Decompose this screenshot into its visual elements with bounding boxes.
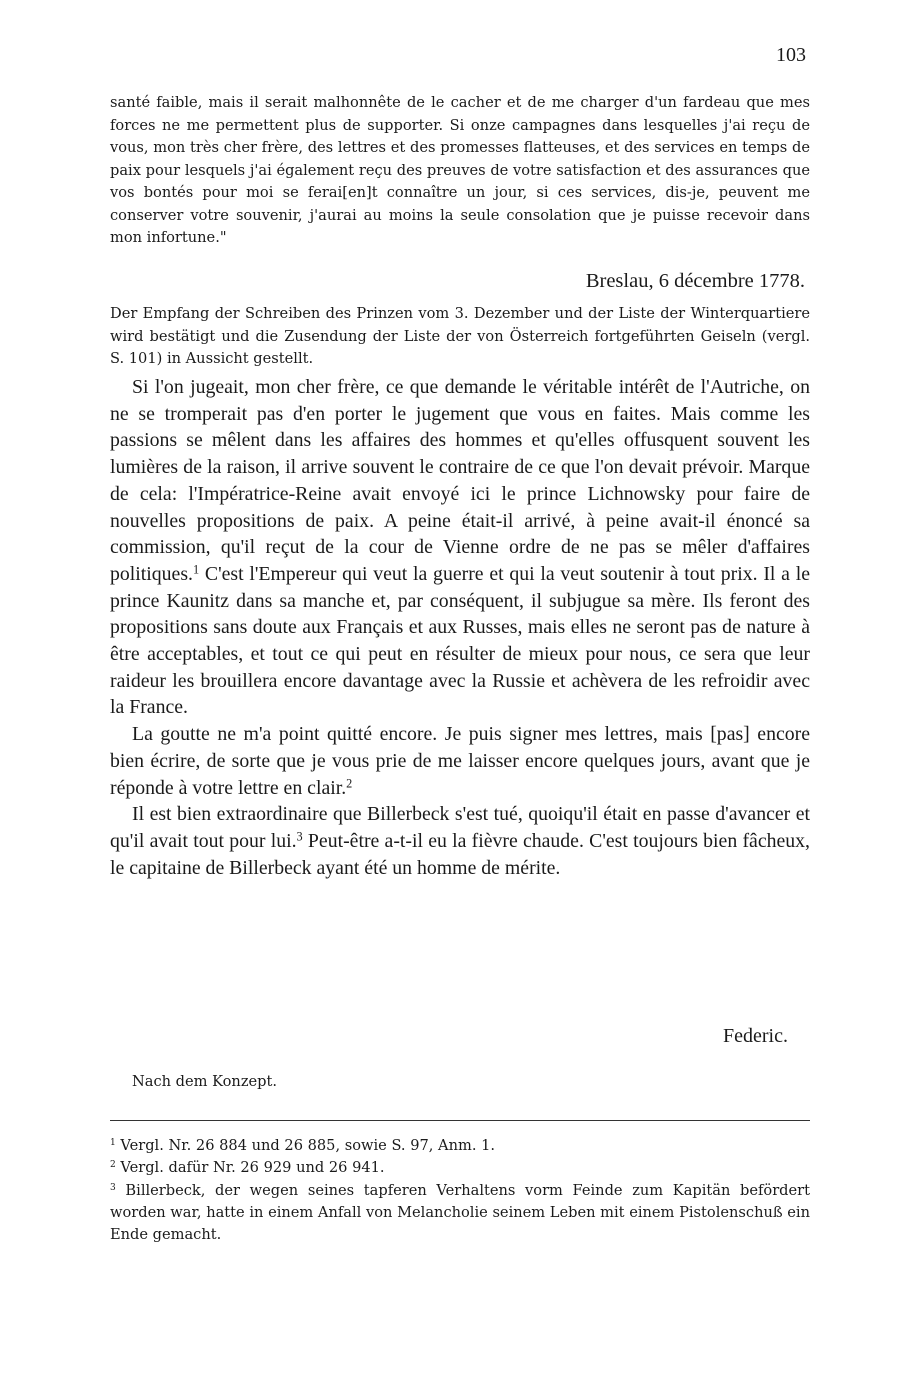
letter-paragraph (110, 721, 810, 801)
footnote-text: Vergl. Nr. 26 884 und 26 885, sowie S. 97, Anm. 1. (115, 1137, 496, 1154)
letter-text: Il est bien extraordinaire que Billerbeck s'est tué, quoiqu'il était en passe d'avancer et qu'il avait tout pour lui. (110, 803, 810, 852)
letter-text: Si l'on jugeait, mon cher frère, ce que demande le véritable intérêt de l'Autriche, on ne se tromperait pas d'en porter le jugement que vous en faites. Mais comme les passions se mêlent dans les affaires des hommes et qu'elles offusquent souvent les lumières de la raison, il arrive souvent le contraire de ce que l'on devait prévoir. Marque de cela: l'Impératrice-Reine avait envoyé ici le prince Lichnowsky pour faire de nouvelles propositions de paix. A peine était-il arrivé, à peine avait-il énoncé sa commission, qu'il reçut de la cour de Vienne ordre de ne pas se mêler d'affaires politiques. (110, 376, 810, 585)
footnote-ref: 2 (346, 775, 353, 790)
footnote (110, 1180, 810, 1247)
footnote-ref: 3 (296, 829, 303, 844)
letter-text: C'est l'Empereur qui veut la guerre et qui la veut soutenir à tout prix. Il a le prince Kaunitz dans sa manche et, par conséquent, il subjugue sa mère. Ils feront des propositions sans doute aux Français et aux Russes, mais elles ne seront pas de nature à être acceptables, et tout ce qui peut en résulter de mieux pour nous, ce sera que leur raideur les brouillera encore davantage avec la Russie et achèvera de les refroidir avec la France. (110, 562, 810, 719)
footnote-marker: 3 (110, 1182, 116, 1193)
footnote (110, 1157, 810, 1179)
footnote-marker: 1 (110, 1138, 116, 1149)
footnote-ref: 1 (192, 562, 200, 577)
letter-text: Peut-être a-t-il eu la fièvre chaude. C'est toujours bien fâcheux, le capitaine de Billerbeck ayant été un homme de mérite. (110, 829, 810, 879)
footnote-text: Billerbeck, der wegen seines tapferen Verhaltens vorm Feinde zum Kapitän befördert worden war, hatte in einem Anfall von Melancholie seinem Leben mit einem Pistolenschuß ein Ende gemacht. (110, 1181, 810, 1244)
footnote-text: Vergl. dafür Nr. 26 929 und 26 941. (115, 1159, 385, 1177)
letter-paragraph (110, 801, 810, 881)
letter-summary: Der Empfang der Schreiben des Prinzen vom 3. Dezember und der Liste der Winterquartiere wird bestätigt und die Zusendung der Liste der von Österreich fortgeführten Geiseln (vergl. S. 101) in Aussicht gestellt. (110, 305, 810, 367)
dateline: Breslau, 6 décembre 1778. (585, 270, 805, 292)
letter-text: La goutte ne m'a point quitté encore. Je puis signer mes lettres, mais [pas] encore bien écrire, de sorte que je vous prie de me laisser encore quelques jours, avant que je réponde à votre lettre en clair. (110, 723, 810, 799)
intro-paragraph: santé faible, mais il serait malhonnête de le cacher et de me charger d'un fardeau que mes forces ne me permettent plus de supporter. Si onze campagnes dans lesquelles j'ai reçu de vous, mon très cher frère, des lettres et des promesses flatteuses, et des services en temps de paix pour lesquels j'ai également reçu des preuves de votre satisfaction et des assurances que vos bontés pour moi se ferai[en]t connaître un jour, si ces services, dis-je, peuvent me conserver votre souvenir, j'aurai au moins la seule consolation que je puisse recevoir dans mon infortune." (110, 94, 810, 246)
letter-body (110, 374, 810, 881)
footnote (110, 1135, 810, 1157)
letter-paragraph (110, 374, 810, 721)
signature: Federic. (723, 1025, 788, 1047)
footnotes (110, 1135, 810, 1246)
source-note: Nach dem Konzept. (132, 1073, 278, 1090)
footnote-divider (110, 1120, 810, 1121)
page-number: 103 (776, 44, 806, 66)
footnote-marker: 2 (110, 1160, 116, 1171)
